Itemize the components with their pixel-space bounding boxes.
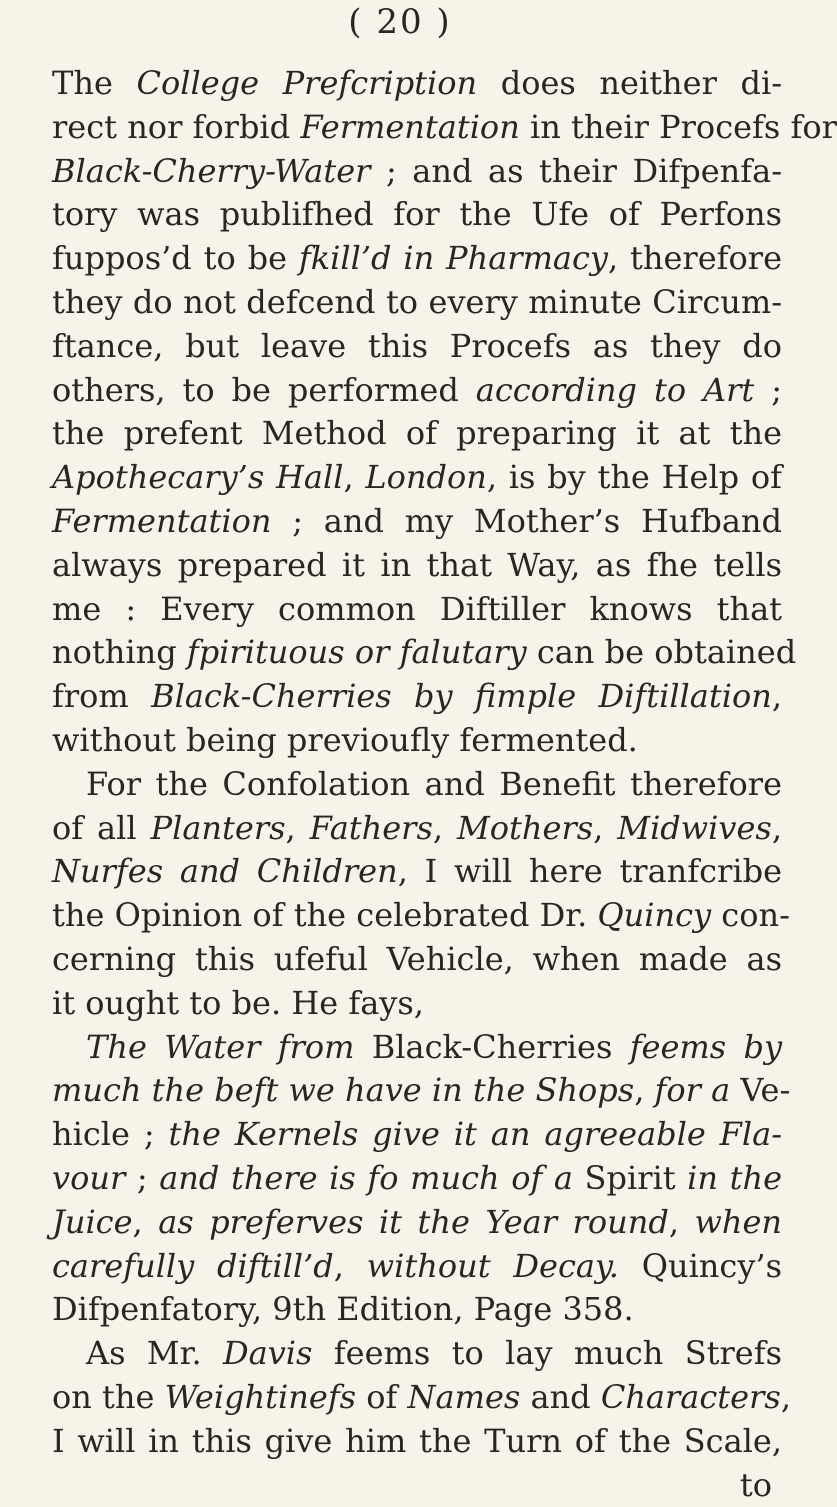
text-line (52, 1420, 782, 1464)
text-run: I will in this give him the Turn of the Scale, (52, 1422, 782, 1460)
italic-text: Mothers (457, 809, 593, 847)
text-line (52, 1113, 782, 1157)
italic-text: Davis (223, 1334, 312, 1372)
text-run: cerning this ufeful Vehicle, when made as (52, 940, 782, 978)
text-run: nothing (52, 633, 187, 671)
text-run: Ve- (730, 1071, 790, 1109)
text-run: , (334, 1247, 367, 1285)
text-run: ; and as their Difpenfa- (370, 152, 782, 190)
text-line (52, 1201, 782, 1245)
italic-text: feems by (630, 1028, 782, 1066)
text-run: , (343, 458, 365, 496)
text-run: Spirit (573, 1159, 687, 1197)
text-run: con- (711, 896, 790, 934)
text-run: Quincy’s (619, 1247, 782, 1285)
catchword (52, 1464, 782, 1507)
text-line (52, 1288, 782, 1332)
text-line (52, 62, 782, 106)
text-line (52, 675, 782, 719)
italic-text: Characters (601, 1378, 781, 1416)
text-run: , (286, 809, 310, 847)
italic-text: Fermentation (300, 108, 519, 146)
text-line (52, 456, 782, 500)
text-line (52, 938, 782, 982)
text-run: others, to be performed (52, 371, 476, 409)
text-line (52, 193, 782, 237)
text-run: Black-Cherries (355, 1028, 630, 1066)
text-run: fuppos’d to be (52, 239, 299, 277)
text-run: ; (754, 371, 782, 409)
page-number: ( 20 ) (0, 2, 800, 42)
text-run: rect nor forbid (52, 108, 300, 146)
italic-text: Fathers (310, 809, 433, 847)
text-run: , is by the Help of (487, 458, 782, 496)
text-run: on the (52, 1378, 165, 1416)
text-run: of all (52, 809, 151, 847)
text-run: Difpenfatory, 9th Edition, Page 358. (52, 1290, 634, 1328)
text-line (52, 281, 782, 325)
italic-text: Quincy (597, 896, 711, 934)
italic-text: for a (655, 1071, 731, 1109)
italic-text: and there is fo much of a (159, 1159, 573, 1197)
text-line (52, 719, 782, 763)
text-run: me : Every common Diftiller knows that (52, 590, 782, 628)
text-run: , (669, 1203, 695, 1241)
italic-text: without Decay. (367, 1247, 619, 1285)
text-run: ; (125, 1159, 159, 1197)
text-run: , (772, 677, 782, 715)
italic-text: The Water from (86, 1028, 355, 1066)
italic-text: Weightinefs (165, 1378, 356, 1416)
text-run: it ought to be. He fays, (52, 984, 424, 1022)
text-line (52, 1157, 782, 1201)
italic-text: according to Art (476, 371, 755, 409)
text-run: the Opinion of the celebrated Dr. (52, 896, 597, 934)
text-line (52, 850, 782, 894)
text-run: the prefent Method of preparing it at the (52, 414, 782, 452)
italic-text: the Kernels give it an agreeable Fla- (169, 1115, 783, 1153)
text-line (52, 500, 782, 544)
text-line (52, 544, 782, 588)
text-line (52, 631, 782, 675)
italic-text: Midwives (617, 809, 772, 847)
text-line (52, 1069, 782, 1113)
italic-text: Juice (52, 1203, 133, 1241)
text-run: and (520, 1378, 601, 1416)
body-text (52, 62, 782, 1507)
text-line (52, 237, 782, 281)
text-line (52, 1376, 782, 1420)
text-run: As Mr. (86, 1334, 223, 1372)
text-run: tory was publifhed for the Ufe of Perfons (52, 195, 782, 233)
italic-text: fkill’d in Pharmacy (299, 239, 608, 277)
italic-text: Nurfes and Children (52, 852, 398, 890)
text-run: ; and my Mother’s Hufband (271, 502, 782, 540)
text-line (52, 894, 782, 938)
text-run: The (52, 64, 136, 102)
text-line (52, 412, 782, 456)
text-line (52, 369, 782, 413)
italic-text: vour (52, 1159, 125, 1197)
text-run: feems to lay much Strefs (312, 1334, 782, 1372)
italic-text: carefully diftill’d (52, 1247, 334, 1285)
text-line (52, 325, 782, 369)
italic-text: much the beft we have in the Shops (52, 1071, 634, 1109)
text-line (52, 807, 782, 851)
text-run: , (433, 809, 457, 847)
italic-text: fpirituous or falutary (187, 633, 527, 671)
text-run: , (593, 809, 617, 847)
text-line (52, 982, 782, 1026)
text-line (52, 1245, 782, 1289)
italic-text: in the (687, 1159, 782, 1197)
italic-text: College Prefcription (136, 64, 477, 102)
text-run: to (740, 1466, 772, 1504)
text-run: hicle ; (52, 1115, 169, 1153)
text-run: For the Confolation and Benefit therefore (86, 765, 782, 803)
text-run: from (52, 677, 151, 715)
text-run: , (772, 809, 782, 847)
text-line (52, 150, 782, 194)
text-line (52, 106, 782, 150)
text-line (52, 1026, 782, 1070)
text-line (52, 1332, 782, 1376)
text-run: in their Procefs for (520, 108, 837, 146)
text-run: , (133, 1203, 159, 1241)
text-run: can be obtained (527, 633, 797, 671)
text-run: does neither di- (477, 64, 782, 102)
text-line (52, 763, 782, 807)
text-run: , I will here tranfcribe (398, 852, 782, 890)
text-run: always prepared it in that Way, as fhe tells (52, 546, 782, 584)
italic-text: London (365, 458, 486, 496)
text-run: of (356, 1378, 407, 1416)
italic-text: Apothecary’s Hall (52, 458, 343, 496)
italic-text: as preferves it the Year round (158, 1203, 669, 1241)
text-line (52, 588, 782, 632)
italic-text: Planters (151, 809, 286, 847)
italic-text: Names (408, 1378, 521, 1416)
text-run: , (781, 1378, 791, 1416)
italic-text: Black-Cherry-Water (52, 152, 370, 190)
text-run: without being previoufly fermented. (52, 721, 638, 759)
italic-text: Fermentation (52, 502, 271, 540)
text-run: , (634, 1071, 654, 1109)
text-run: ftance, but leave this Procefs as they do (52, 327, 782, 365)
text-run: they do not defcend to every minute Circum- (52, 283, 782, 321)
italic-text: Black-Cherries by fimple Diftillation (151, 677, 772, 715)
italic-text: when (694, 1203, 782, 1241)
text-run: , therefore (608, 239, 782, 277)
